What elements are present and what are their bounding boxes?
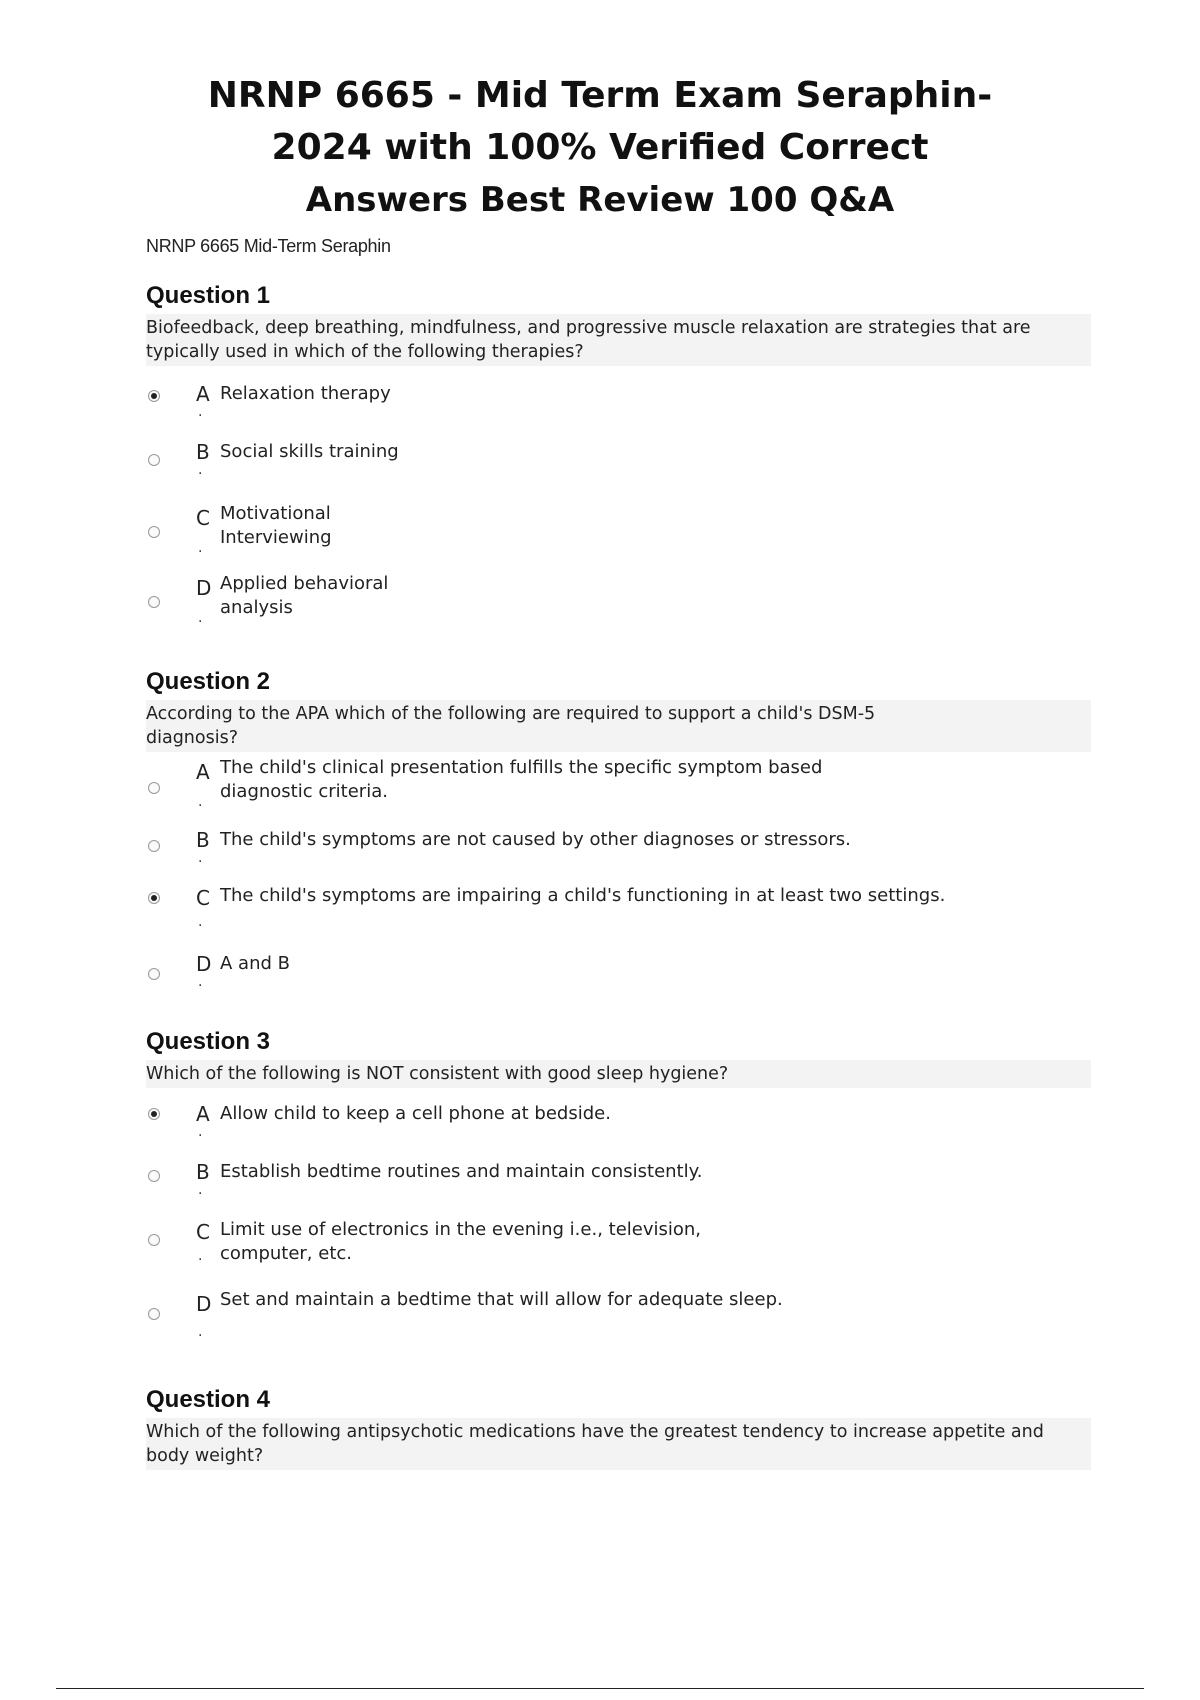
question-4 [146,1386,1091,1470]
option-text: Applied behavioral analysis [220,573,389,618]
question-heading: Question 2 [146,668,271,695]
radio-icon[interactable] [148,1308,160,1320]
option-text: Relaxation therapy [220,383,391,404]
question-heading: Question 3 [146,1028,271,1055]
option-text: Establish bedtime routines and maintain consistently. [220,1161,703,1182]
question-1 [146,282,1091,642]
option-letter: C [196,1220,210,1244]
option-letter: D [196,1292,212,1316]
option-text: A and B [220,953,290,974]
question-2 [146,668,1091,1008]
radio-selected-icon[interactable] [148,892,160,904]
radio-icon[interactable] [148,454,160,466]
radio-icon[interactable] [148,1170,160,1182]
option-dot: . [198,1182,203,1198]
option-d[interactable] [146,572,1091,642]
option-dot: . [198,1248,203,1264]
question-3 [146,1028,1091,1358]
option-dot: . [198,850,203,866]
question-text: Biofeedback, deep breathing, mindfulness, and progressive muscle relaxation are strategies that are typically used in which of the following therapies? [146,314,1091,366]
option-dot: . [198,462,203,478]
option-letter: A [196,760,210,784]
question-text: Which of the following antipsychotic medications have the greatest tendency to increase appetite and body weight? [146,1418,1091,1470]
option-letter: D [196,952,212,976]
option-dot: . [198,914,203,930]
option-text: The child's clinical presentation fulfills the specific symptom based diagnostic criteria. [220,757,823,802]
option-a[interactable] [146,756,1091,828]
option-a[interactable] [146,1102,1091,1160]
radio-icon[interactable] [148,968,160,980]
option-text: Limit use of electronics in the evening i.e., television, computer, etc. [220,1219,702,1264]
question-text: Which of the following is NOT consistent with good sleep hygiene? [146,1060,1091,1088]
option-letter: B [196,1160,210,1184]
option-b[interactable] [146,1160,1091,1218]
option-text: The child's symptoms are impairing a child's functioning in at least two settings. [220,885,946,906]
option-text: The child's symptoms are not caused by other diagnoses or stressors. [220,829,851,850]
option-dot: . [198,1124,203,1140]
option-dot: . [198,404,203,420]
option-d[interactable] [146,1288,1091,1358]
option-b[interactable] [146,440,1091,502]
option-c[interactable] [146,1218,1091,1288]
option-c[interactable] [146,502,1091,572]
question-text: According to the APA which of the following are required to support a child's DSM-5 diagnosis? [146,700,1091,752]
radio-icon[interactable] [148,1234,160,1246]
document-subtitle: NRNP 6665 Mid-Term Seraphin [146,236,391,256]
option-dot: . [198,794,203,810]
option-text: Social skills training [220,441,399,462]
page-divider [56,1688,1144,1689]
option-b[interactable] [146,828,1091,884]
radio-icon[interactable] [148,596,160,608]
question-heading: Question 4 [146,1386,271,1413]
option-letter: C [196,506,210,530]
option-d[interactable] [146,952,1091,1008]
title-line-2: 2024 with 100% Verified Correct [271,127,929,168]
option-dot: . [198,540,203,556]
document-title [120,70,1080,226]
title-line-1: NRNP 6665 - Mid Term Exam Seraphin- [207,75,993,116]
option-letter: A [196,1102,210,1126]
question-heading: Question 1 [146,282,271,309]
option-letter: B [196,828,210,852]
option-text: Allow child to keep a cell phone at bedside. [220,1103,611,1124]
option-letter: D [196,576,212,600]
option-dot: . [198,610,203,626]
option-a[interactable] [146,382,1091,440]
option-c[interactable] [146,884,1091,952]
option-letter: B [196,440,210,464]
option-text: Motivational Interviewing [220,503,332,548]
option-text: Set and maintain a bedtime that will allow for adequate sleep. [220,1289,783,1310]
radio-selected-icon[interactable] [148,1108,160,1120]
radio-icon[interactable] [148,526,160,538]
option-dot: . [198,1324,203,1340]
option-dot: . [198,974,203,990]
option-letter: C [196,886,210,910]
radio-selected-icon[interactable] [148,390,160,402]
title-line-3: Answers Best Review 100 Q&A [305,180,895,220]
radio-icon[interactable] [148,840,160,852]
radio-icon[interactable] [148,782,160,794]
option-letter: A [196,382,210,406]
